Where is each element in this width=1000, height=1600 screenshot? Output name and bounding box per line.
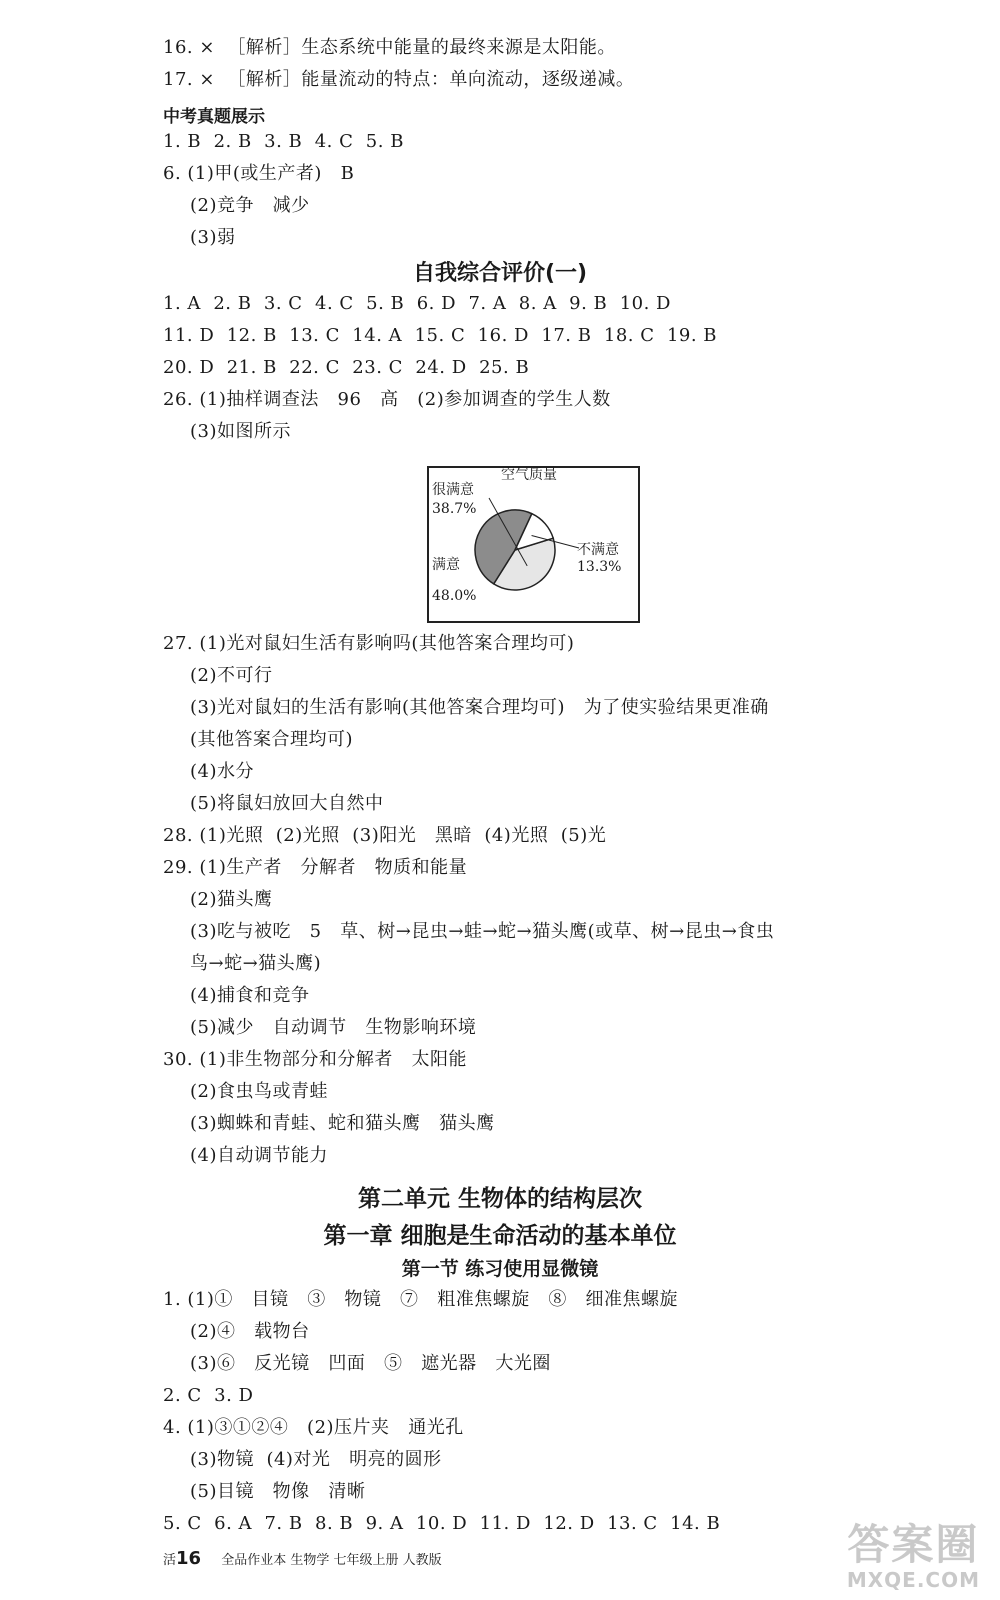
answer-line: 20. D 21. B 22. C 23. C 24. D 25. B <box>163 357 530 378</box>
answer-line: (3)蜘蛛和青蛙、蛇和猫头鹰 猫头鹰 <box>190 1113 495 1134</box>
answer-line: (3)如图所示 <box>190 421 291 442</box>
answer-line: (4)捕食和竞争 <box>190 985 310 1006</box>
answer-line: 29. (1)生产者 分解者 物质和能量 <box>163 857 468 878</box>
chart-value-label: 38.7% <box>432 501 477 517</box>
answer-line: (4)自动调节能力 <box>190 1145 328 1166</box>
heading-chapter: 第一章 细胞是生命活动的基本单位 <box>323 1223 677 1249</box>
answer-line: 6. (1)甲(或生产者) B <box>163 163 355 184</box>
chart-value-label: 48.0% <box>432 588 477 604</box>
answer-line: 鸟→蛇→猫头鹰) <box>190 953 322 974</box>
answer-line: (3)光对鼠妇的生活有影响(其他答案合理均可) 为了使实验结果更准确 <box>190 697 769 718</box>
watermark <box>847 1522 980 1592</box>
page-footer <box>163 1548 442 1569</box>
answer-line: (3)物镜 (4)对光 明亮的圆形 <box>190 1449 442 1470</box>
chart-value-label: 13.3% <box>577 559 622 575</box>
chart-title: 空气质量 <box>501 467 557 483</box>
answer-line: 4. (1)③①②④ (2)压片夹 通光孔 <box>163 1417 464 1438</box>
answer-line: 27. (1)光对鼠妇生活有影响吗(其他答案合理均可) <box>163 633 575 654</box>
answer-line: 17. × ［解析］能量流动的特点：单向流动，逐级递减。 <box>163 69 635 90</box>
watermark-sub: MXQE.COM <box>846 1568 980 1592</box>
watermark-main: 答案圈 <box>847 1520 980 1569</box>
answer-line: (2)食虫鸟或青蛙 <box>190 1081 328 1102</box>
chart-category-label: 满意 <box>432 557 460 573</box>
answer-line: (其他答案合理均可) <box>190 729 354 750</box>
answer-line: 16. × ［解析］生态系统中能量的最终来源是太阳能。 <box>163 37 616 58</box>
chart-category-label: 不满意 <box>577 542 619 558</box>
answer-line: (4)水分 <box>190 761 254 782</box>
pie-chart-svg <box>429 468 638 621</box>
section-label: 中考真题展示 <box>163 107 265 127</box>
answer-line: (3)⑥ 反光镜 凹面 ⑤ 遮光器 大光圈 <box>190 1353 551 1374</box>
answer-line: (3)吃与被吃 5 草、树→昆虫→蛙→蛇→猫头鹰(或草、树→昆虫→食虫 <box>190 921 775 942</box>
answer-line: 11. D 12. B 13. C 14. A 15. C 16. D 17. B 18. C 19. B <box>163 325 718 346</box>
answer-line: 2. C 3. D <box>163 1385 254 1406</box>
answer-line: 1. (1)① 目镜 ③ 物镜 ⑦ 粗准焦螺旋 ⑧ 细准焦螺旋 <box>163 1289 679 1310</box>
answer-line: 1. A 2. B 3. C 4. C 5. B 6. D 7. A 8. A 9. B 10. D <box>163 293 671 314</box>
page-number: 16 <box>176 1548 202 1569</box>
answer-line: (2)竞争 减少 <box>190 195 310 216</box>
chart-category-label: 很满意 <box>432 482 474 498</box>
page-prefix: 活 <box>163 1553 177 1568</box>
heading-unit: 第二单元 生物体的结构层次 <box>357 1186 642 1212</box>
answer-line: (2)不可行 <box>190 665 273 686</box>
answer-line: 1. B 2. B 3. B 4. C 5. B <box>163 131 404 152</box>
answer-line: (5)将鼠妇放回大自然中 <box>190 793 384 814</box>
answer-line: 30. (1)非生物部分和分解者 太阳能 <box>163 1049 468 1070</box>
answer-line: (5)减少 自动调节 生物影响环境 <box>190 1017 477 1038</box>
answer-line: 5. C 6. A 7. B 8. B 9. A 10. D 11. D 12. D 13. C 14. B <box>163 1513 721 1534</box>
answer-line: (2)④ 载物台 <box>190 1321 310 1342</box>
answer-line: 26. (1)抽样调查法 96 高 (2)参加调查的学生人数 <box>163 389 611 410</box>
heading-section: 第一节 练习使用显微镜 <box>401 1258 599 1280</box>
answer-line: 28. (1)光照 (2)光照 (3)阳光 黑暗 (4)光照 (5)光 <box>163 825 607 846</box>
answer-line: (5)目镜 物像 清晰 <box>190 1481 366 1502</box>
answer-line: (2)猫头鹰 <box>190 889 273 910</box>
book-info: 全品作业本 生物学 七年级上册 人教版 <box>221 1553 442 1568</box>
pie-chart-figure <box>427 466 640 623</box>
answer-line: (3)弱 <box>190 227 236 248</box>
heading-self-evaluation: 自我综合评价(一) <box>412 261 588 286</box>
